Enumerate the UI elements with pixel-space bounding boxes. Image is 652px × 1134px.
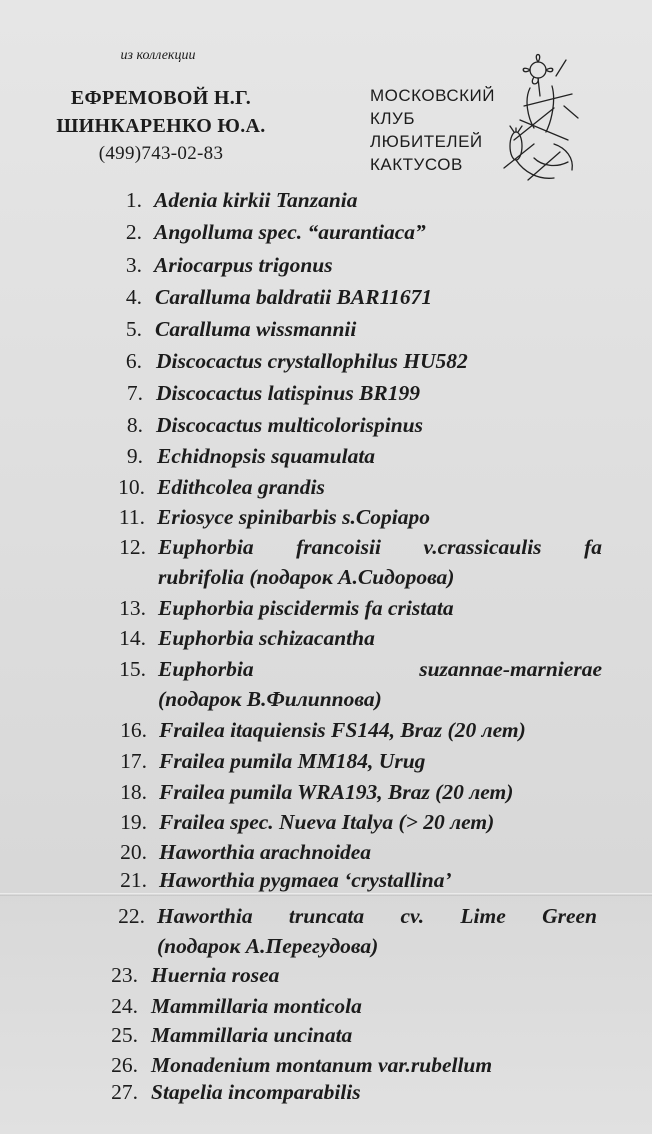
club-name-line: МОСКОВСКИЙ — [370, 86, 495, 105]
item-number: 8. — [126, 413, 143, 437]
item-number: 18. — [120, 780, 147, 804]
species-name: Huernia rosea — [151, 963, 280, 987]
item-number: 3. — [125, 253, 142, 277]
item-number: 20. — [120, 840, 147, 864]
species-name: Caralluma wissmannii — [155, 317, 357, 341]
species-name: Stapelia incomparabilis — [151, 1080, 361, 1104]
species-name: Echidnopsis squamulata — [157, 444, 376, 468]
species-name: Eriosyce spinibarbis s.Copiapo — [157, 505, 430, 529]
species-name: Monadenium montanum var.rubellum — [151, 1053, 493, 1077]
item-number: 9. — [126, 444, 143, 468]
species-name: Frailea pumila MM184, Urug — [159, 749, 426, 773]
species-name: Adenia kirkii Tanzania — [154, 188, 358, 212]
club-name-line: КЛУБ — [370, 109, 416, 128]
phone-number: (499)743-02-83 — [98, 143, 224, 164]
item-number: 11. — [118, 505, 145, 529]
item-number: 14. — [119, 626, 146, 650]
species-name: Edithcolea grandis — [157, 475, 325, 499]
species-name: Discocactus multicolorispinus — [156, 413, 423, 437]
club-name-line: КАКТУСОВ — [370, 155, 463, 174]
species-name: Haworthia arachnoidea — [159, 840, 372, 864]
item-number: 25. — [111, 1023, 138, 1047]
item-number: 10. — [118, 475, 145, 499]
species-name: Frailea pumila WRA193, Braz (20 лет) — [159, 780, 514, 804]
species-name: Discocactus latispinus BR199 — [156, 381, 421, 405]
item-number: 24. — [111, 994, 138, 1018]
item-number: 4. — [125, 285, 142, 309]
item-number: 23. — [111, 963, 138, 987]
species-name: Haworthia truncata cv. Lime Green — [157, 904, 597, 928]
item-number: 22. — [118, 904, 145, 928]
owner-name-2: ШИНКАРЕНКО Ю.А. — [56, 115, 266, 137]
item-number: 16. — [120, 718, 147, 742]
collection-caption: из коллекции — [120, 48, 196, 63]
species-name-continued: (подарок А.Перегудова) — [157, 934, 379, 958]
species-name: Euphorbia francoisii v.crassicaulis fa — [158, 535, 602, 559]
item-number: 1. — [125, 188, 142, 212]
item-number: 17. — [120, 749, 147, 773]
species-name-continued: (подарок В.Филиппова) — [158, 687, 382, 711]
item-number: 13. — [119, 596, 146, 620]
species-name: Caralluma baldratii BAR11671 — [155, 285, 433, 309]
item-number: 6. — [125, 349, 142, 373]
species-name: Mammillaria monticola — [151, 994, 362, 1018]
item-number: 15. — [119, 657, 146, 681]
item-number: 27. — [111, 1080, 138, 1104]
species-name: Discocactus crystallophilus HU582 — [156, 349, 468, 373]
item-number: 26. — [111, 1053, 138, 1077]
species-name: Ariocarpus trigonus — [154, 253, 333, 277]
item-number: 21. — [120, 868, 147, 892]
species-name: Euphorbia suzannae-marnierae — [158, 657, 602, 681]
item-number: 5. — [125, 317, 142, 341]
species-name: Frailea spec. Nueva Italya (> 20 лет) — [159, 810, 495, 834]
item-number: 2. — [125, 220, 142, 244]
item-number: 7. — [126, 381, 143, 405]
species-name: Frailea itaquiensis FS144, Braz (20 лет) — [159, 718, 526, 742]
owner-name-1: ЕФРЕМОВОЙ Н.Г. — [70, 87, 252, 109]
item-number: 12. — [119, 535, 146, 559]
species-name: Haworthia pygmaea ‘crystallina’ — [159, 868, 452, 892]
species-name: Angolluma spec. “aurantiaca” — [154, 220, 426, 244]
species-name: Euphorbia schizacantha — [158, 626, 375, 650]
species-name-continued: rubrifolia (подарок А.Сидорова) — [158, 565, 455, 589]
species-name: Mammillaria uncinata — [151, 1023, 353, 1047]
club-name-line: ЛЮБИТЕЛЕЙ — [370, 132, 483, 151]
item-number: 19. — [120, 810, 147, 834]
species-name: Euphorbia piscidermis fa cristata — [158, 596, 454, 620]
